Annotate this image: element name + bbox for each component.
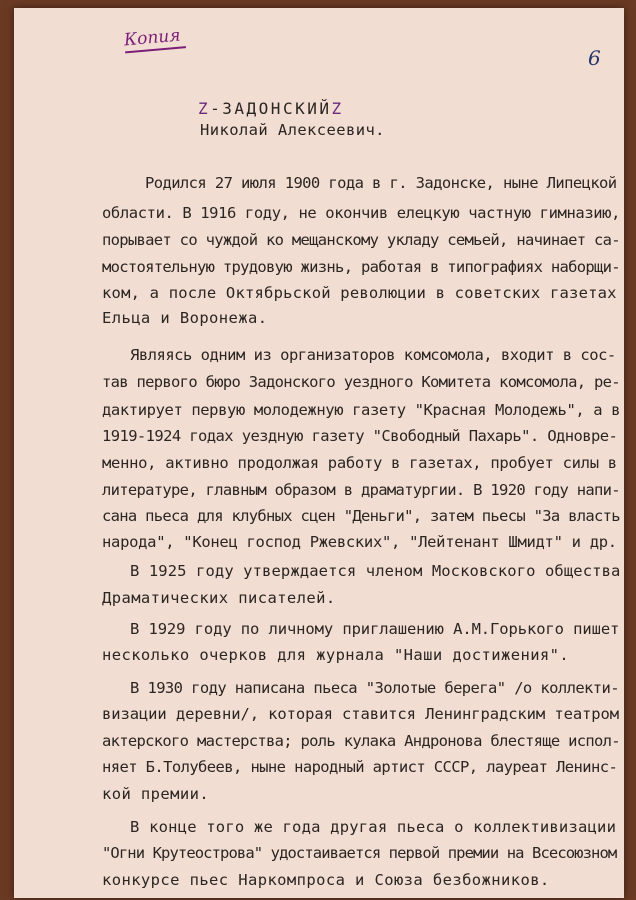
text-line-13: сана пьеса для клубных сцен "Деньги", затем пьесы "За власть: [102, 507, 620, 525]
text-line-22: няет Б.Толубеев, ныне народный артист СССР, лауреат Ленинс-: [102, 758, 618, 776]
copy-stamp-text: Копия: [123, 25, 182, 51]
text-line-7: Являясь одним из организаторов комсомола, входит в сос-: [130, 346, 616, 364]
text-line-10: 1919-1924 годах уездную газету "Свободный Пахарь". Одновре-: [102, 427, 618, 445]
text-line-8: тав первого бюро Задонского уездного Комитета комсомола, ре-: [102, 373, 620, 391]
text-line-19: В 1930 году написана пьеса "Золотые берега" /о коллекти-: [130, 679, 619, 697]
text-line-4: мостоятельную трудовую жизнь, работая в типографиях наборщи-: [102, 258, 620, 276]
title-pen-mark-right: Z: [331, 99, 344, 118]
text-line-15: В 1925 году утверждается членом Московского общества: [130, 562, 621, 580]
text-line-20: визации деревни/, которая ставится Ленинградским театром: [102, 705, 619, 723]
text-line-17: В 1929 году по личному приглашению А.М.Горького пишет: [130, 620, 620, 638]
text-line-24: В конце того же года другая пьеса о коллективизации: [130, 818, 617, 836]
text-line-2: области. В 1916 году, не окончив елецкую частную гимназию,: [102, 204, 621, 222]
text-line-23: кой премии.: [102, 785, 210, 803]
text-line-18: несколько очерков для журнала "Наши достижения".: [102, 646, 570, 664]
text-line-25: "Огни Крутеострова" удостаивается первой премии на Всесоюзном: [102, 844, 617, 862]
text-line-21: актерского мастерства; роль кулака Андронова блестяще испол-: [102, 732, 620, 750]
text-line-5: ком, а после Октябрьской революции в советских газетах: [102, 284, 617, 302]
page-number: 6: [588, 46, 601, 70]
text-line-26: конкурсе пьес Наркомпроса и Союза безбожников.: [102, 871, 550, 889]
text-line-1: Родился 27 июля 1900 года в г. Задонске, ныне Липецкой: [145, 174, 617, 192]
text-line-9: дактирует первую молодежную газету "Красная Молодежь", а в: [102, 401, 621, 419]
text-line-3: порывает со чуждой ко мещанскому укладу семьей, начинает са-: [102, 231, 620, 249]
text-line-16: Драматических писателей.: [102, 589, 336, 607]
text-line-14: народа", "Конец гоcпод Ржевских", "Лейтенант Шмидт" и др.: [102, 533, 617, 551]
text-line-12: литературе, главным образом в драматургии. В 1920 году напи-: [102, 481, 620, 499]
text-line-11: менно, активно продолжая работу в газетах, пробует силы в: [102, 454, 617, 472]
document-title: [198, 99, 344, 118]
author-name: Николай Алексеевич.: [200, 121, 385, 139]
title-text: -ЗАДОНСКИЙ: [210, 99, 332, 118]
title-pen-mark-left: Z: [198, 99, 211, 118]
text-line-6: Ельца и Воронежа.: [102, 309, 268, 327]
